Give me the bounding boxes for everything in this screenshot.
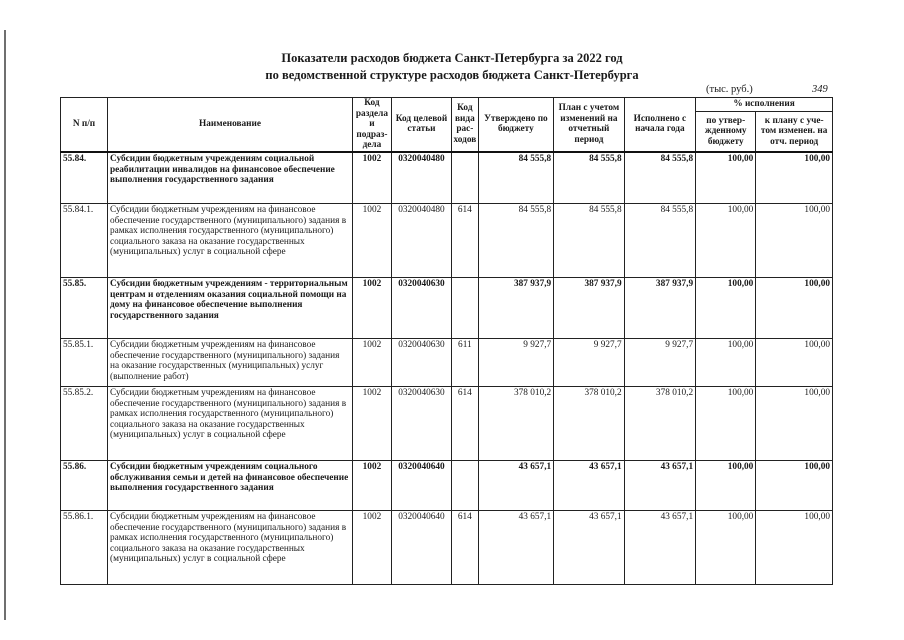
table-row <box>61 277 833 338</box>
row-pct-plan: 100,00 <box>756 510 833 584</box>
row-plan: 378 010,2 <box>554 386 624 460</box>
row-section-code: 1002 <box>353 510 392 584</box>
row-expense-type: 614 <box>452 510 479 584</box>
row-section-code: 1002 <box>353 460 392 510</box>
row-pct-plan: 100,00 <box>756 277 833 338</box>
row-pct-plan: 100,00 <box>756 152 833 204</box>
row-name: Субсидии бюджетным учреждениям на финансовое обеспечение государственного (муниципального) задания на оказание государственных (муниципальных) услуг (выполнение работ) <box>107 338 352 386</box>
row-number: 55.86. <box>61 460 108 510</box>
row-target-code: 0320040480 <box>391 203 451 277</box>
row-expense-type <box>452 277 479 338</box>
row-pct-approved: 100,00 <box>696 338 756 386</box>
row-executed: 84 555,8 <box>624 203 695 277</box>
row-target-code: 0320040630 <box>391 338 451 386</box>
header-pct-approved: по утвер-жденному бюджету <box>696 112 756 152</box>
row-target-code: 0320040640 <box>391 460 451 510</box>
table-row <box>61 203 833 277</box>
row-approved: 43 657,1 <box>478 460 554 510</box>
row-executed: 84 555,8 <box>624 152 695 204</box>
table-row <box>61 152 833 204</box>
row-expense-type: 614 <box>452 203 479 277</box>
row-pct-plan: 100,00 <box>756 386 833 460</box>
row-target-code: 0320040480 <box>391 152 451 204</box>
header-approved: Утверждено по бюджету <box>478 98 554 152</box>
row-target-code: 0320040630 <box>391 386 451 460</box>
table-row <box>61 338 833 386</box>
row-pct-plan: 100,00 <box>756 460 833 510</box>
row-pct-plan: 100,00 <box>756 338 833 386</box>
header-pct-plan: к плану с уче-том изменен. на отч. период <box>756 112 833 152</box>
row-executed: 9 927,7 <box>624 338 695 386</box>
title-line-2: по ведомственной структуре расходов бюджета Санкт-Петербурга <box>265 68 639 82</box>
header-no: N п/п <box>61 98 108 152</box>
row-approved: 9 927,7 <box>478 338 554 386</box>
row-name: Субсидии бюджетным учреждениям социального обслуживания семьи и детей на финансовое обеспечение выполнения государственного задания <box>107 460 352 510</box>
row-name: Субсидии бюджетным учреждениям на финансовое обеспечение государственного (муниципального) задания в рамках исполнения государственного (муниципального) социального заказа на оказание государственных (муниципальных) услуг в социальной сфере <box>107 386 352 460</box>
row-target-code: 0320040640 <box>391 510 451 584</box>
header-percent-group: % исполнения <box>696 98 833 112</box>
row-executed: 387 937,9 <box>624 277 695 338</box>
table-row <box>61 460 833 510</box>
header-section-code: Код раздела и подраз-дела <box>353 98 392 152</box>
row-pct-approved: 100,00 <box>696 203 756 277</box>
table-row <box>61 510 833 584</box>
row-pct-approved: 100,00 <box>696 152 756 204</box>
row-executed: 378 010,2 <box>624 386 695 460</box>
row-executed: 43 657,1 <box>624 460 695 510</box>
scan-edge-line <box>4 30 6 620</box>
row-pct-approved: 100,00 <box>696 277 756 338</box>
row-number: 55.85. <box>61 277 108 338</box>
row-section-code: 1002 <box>353 203 392 277</box>
row-name: Субсидии бюджетным учреждениям социальной реабилитации инвалидов на финансовое обеспечение выполнения государственного задания <box>107 152 352 204</box>
row-plan: 84 555,8 <box>554 203 624 277</box>
row-section-code: 1002 <box>353 338 392 386</box>
row-expense-type: 611 <box>452 338 479 386</box>
row-executed: 43 657,1 <box>624 510 695 584</box>
expenditure-table <box>60 97 833 585</box>
row-name: Субсидии бюджетным учреждениям на финансовое обеспечение государственного (муниципального) задания в рамках исполнения государственного (муниципального) социального заказа на оказание государственных (муниципальных) услуг в социальной сфере <box>107 510 352 584</box>
row-section-code: 1002 <box>353 386 392 460</box>
row-section-code: 1002 <box>353 277 392 338</box>
header-name: Наименование <box>107 98 352 152</box>
row-number: 55.85.2. <box>61 386 108 460</box>
row-approved: 84 555,8 <box>478 152 554 204</box>
header-plan: План с учетом изменений на отчетный период <box>554 98 624 152</box>
row-pct-approved: 100,00 <box>696 510 756 584</box>
table-row <box>61 386 833 460</box>
row-pct-approved: 100,00 <box>696 460 756 510</box>
row-approved: 84 555,8 <box>478 203 554 277</box>
title-line-1: Показатели расходов бюджета Санкт-Петербурга за 2022 год <box>281 51 623 65</box>
header-executed: Исполнено с начала года <box>624 98 695 152</box>
row-number: 55.84. <box>61 152 108 204</box>
row-plan: 387 937,9 <box>554 277 624 338</box>
row-target-code: 0320040630 <box>391 277 451 338</box>
header-target-code: Код целевой статьи <box>391 98 451 152</box>
units-label: (тыс. руб.) <box>706 84 753 95</box>
row-section-code: 1002 <box>353 152 392 204</box>
page-number: 349 <box>812 84 828 95</box>
row-name: Субсидии бюджетным учреждениям на финансовое обеспечение государственного (муниципального) задания в рамках исполнения государственного (муниципального) социального заказа на оказание государственных (муниципальных) услуг в социальной сфере <box>107 203 352 277</box>
row-plan: 43 657,1 <box>554 460 624 510</box>
row-approved: 378 010,2 <box>478 386 554 460</box>
row-pct-approved: 100,00 <box>696 386 756 460</box>
row-expense-type <box>452 460 479 510</box>
row-number: 55.84.1. <box>61 203 108 277</box>
header-expense-type: Код вида рас-ходов <box>452 98 479 152</box>
row-expense-type: 614 <box>452 386 479 460</box>
row-approved: 387 937,9 <box>478 277 554 338</box>
row-number: 55.86.1. <box>61 510 108 584</box>
row-approved: 43 657,1 <box>478 510 554 584</box>
row-plan: 9 927,7 <box>554 338 624 386</box>
row-pct-plan: 100,00 <box>756 203 833 277</box>
document-title <box>0 50 904 84</box>
row-plan: 84 555,8 <box>554 152 624 204</box>
row-expense-type <box>452 152 479 204</box>
row-plan: 43 657,1 <box>554 510 624 584</box>
row-name: Субсидии бюджетным учреждениям - территориальным центрам и отделениям оказания социальной помощи на дому на финансовое обеспечение выполнения государственного задания <box>107 277 352 338</box>
row-number: 55.85.1. <box>61 338 108 386</box>
